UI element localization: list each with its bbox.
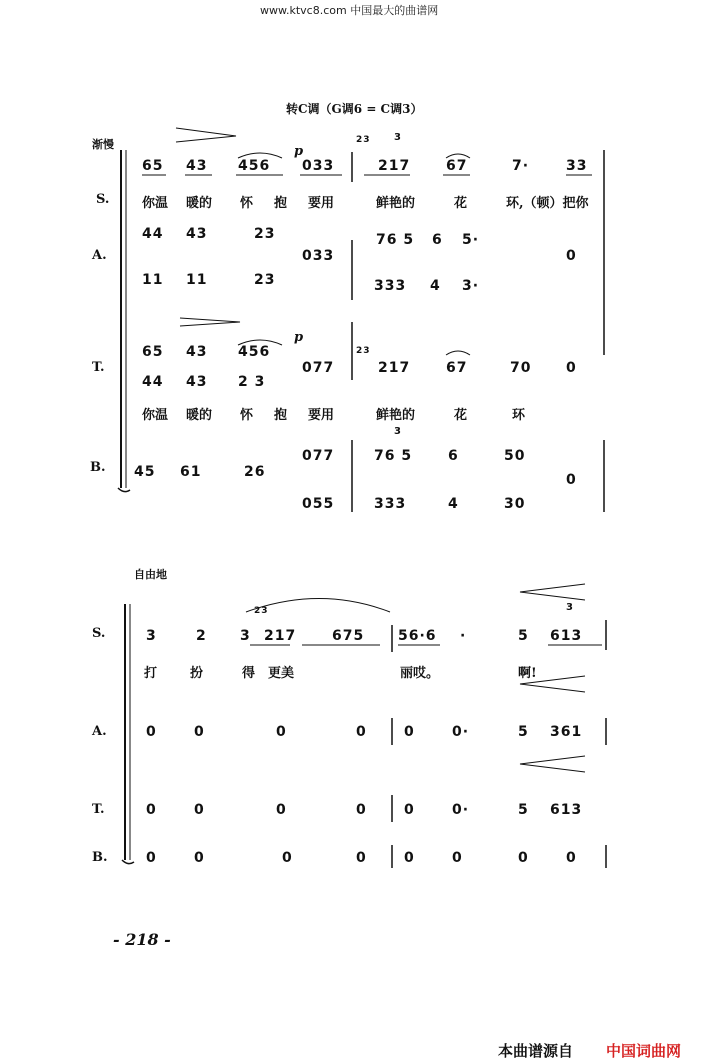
s-lyric: 你温: [142, 196, 169, 211]
s-lyric: 丽哎。: [400, 666, 440, 681]
s-note: 5: [518, 628, 529, 644]
tempo-marking: 渐慢: [92, 138, 114, 151]
grace-note: 23: [356, 135, 371, 145]
b-note: 0: [566, 472, 577, 488]
a-note: 44: [142, 226, 164, 242]
s-lyric: 暖的: [186, 196, 213, 211]
part-tenor: T.: [92, 802, 105, 817]
s-note: 456: [238, 158, 271, 174]
t-note: 217: [378, 360, 411, 376]
s-note: ·: [460, 628, 467, 644]
a-note: 6: [432, 232, 443, 248]
s-lyric: 要用: [308, 196, 335, 211]
s-note: 3: [240, 628, 251, 644]
b-note: 6: [448, 448, 459, 464]
key-modulation: 转C调（G调6 = C调3）: [286, 102, 423, 116]
part-alto: A.: [92, 248, 107, 263]
b-note: 0: [452, 850, 463, 866]
t-note: 613: [550, 802, 583, 818]
b-note: 50: [504, 448, 526, 464]
s-lyric: 花: [454, 196, 468, 211]
t-note: 0: [356, 802, 367, 818]
a-note-lower: 333: [374, 278, 407, 294]
b-note: 26: [244, 464, 266, 480]
a-note: 0: [356, 724, 367, 740]
b-note: 0: [566, 850, 577, 866]
s-note: 033: [302, 158, 335, 174]
s-note: 43: [186, 158, 208, 174]
a-note-lower: 4: [430, 278, 441, 294]
b-note: 0: [146, 850, 157, 866]
s-lyric: 扮: [190, 666, 204, 681]
t-note: 0: [194, 802, 205, 818]
t-note: 456: [238, 344, 271, 360]
t-note: 0: [146, 802, 157, 818]
t-lyric: 抱: [274, 408, 288, 423]
t-lyric: 你温: [142, 408, 169, 423]
s-lyric: 抱: [274, 196, 288, 211]
t-note-lower: 2 3: [238, 374, 266, 390]
b-note: 0: [518, 850, 529, 866]
t-lyric: 环: [512, 408, 526, 423]
b-note: 0: [194, 850, 205, 866]
site-header: www.ktvc8.com 中国最大的曲谱网: [260, 4, 439, 17]
dynamic-p: p: [294, 330, 304, 345]
b-note: 76 5: [374, 448, 413, 464]
t-note: 43: [186, 344, 208, 360]
s-lyric: 鲜艳的: [376, 196, 416, 211]
s-note: 2: [196, 628, 207, 644]
t-lyric: 怀: [240, 408, 254, 423]
a-note: 0: [146, 724, 157, 740]
part-soprano: S.: [92, 626, 106, 641]
s-lyric: 环,（顿）把你: [506, 196, 589, 211]
a-note: 23: [254, 226, 276, 242]
s-note: 56·6: [398, 628, 437, 644]
a-note: 76 5: [376, 232, 415, 248]
triplet-mark: 3: [394, 426, 402, 437]
b-note: 077: [302, 448, 335, 464]
t-lyric: 暖的: [186, 408, 213, 423]
b-note: 45: [134, 464, 156, 480]
a-note-lower: 11: [186, 272, 208, 288]
a-note: 0: [276, 724, 287, 740]
t-lyric: 要用: [308, 408, 335, 423]
part-alto: A.: [92, 724, 107, 739]
a-note-lower: 11: [142, 272, 164, 288]
b-note: 61: [180, 464, 202, 480]
a-rest: 0: [566, 248, 577, 264]
triplet-mark: 3: [394, 132, 402, 143]
t-note: 5: [518, 802, 529, 818]
b-note-lower: 4: [448, 496, 459, 512]
a-note: 5·: [462, 232, 480, 248]
t-note: 67: [446, 360, 468, 376]
footer-source-label: 本曲谱源自: [498, 1042, 574, 1060]
triplet-mark: 3: [566, 602, 574, 613]
a-note: 0: [194, 724, 205, 740]
t-note: 70: [510, 360, 532, 376]
dynamic-p: p: [294, 144, 304, 159]
b-note: 0: [282, 850, 293, 866]
page-number: - 218 -: [113, 930, 171, 949]
t-note: 0·: [452, 802, 470, 818]
s-note: 217: [264, 628, 297, 644]
b-note: 0: [404, 850, 415, 866]
b-note-lower: 333: [374, 496, 407, 512]
a-note: 0·: [452, 724, 470, 740]
t-lyric: 花: [454, 408, 468, 423]
a-note: 43: [186, 226, 208, 242]
a-note-lower: 3·: [462, 278, 480, 294]
tempo-marking: 自由地: [134, 568, 167, 581]
s-note: 67: [446, 158, 468, 174]
t-note: 0: [566, 360, 577, 376]
t-note: 0: [404, 802, 415, 818]
a-note: 361: [550, 724, 583, 740]
s-note: 65: [142, 158, 164, 174]
s-lyric: 打: [144, 666, 158, 681]
t-note: 077: [302, 360, 335, 376]
t-note-lower: 43: [186, 374, 208, 390]
b-note-lower: 055: [302, 496, 335, 512]
a-note: 033: [302, 248, 335, 264]
s-note: 613: [550, 628, 583, 644]
t-note-lower: 44: [142, 374, 164, 390]
s-lyric: 啊!: [518, 666, 537, 681]
b-note: 0: [356, 850, 367, 866]
s-lyric: 更美: [268, 666, 295, 681]
s-note: 217: [378, 158, 411, 174]
a-note: 5: [518, 724, 529, 740]
s-note: 7·: [512, 158, 530, 174]
part-soprano: S.: [96, 192, 110, 207]
s-note: 3: [146, 628, 157, 644]
s-lyric: 得: [242, 666, 256, 681]
b-note-lower: 30: [504, 496, 526, 512]
part-tenor: T.: [92, 360, 105, 375]
footer-site-link[interactable]: 中国词曲网: [606, 1042, 682, 1060]
t-note: 0: [276, 802, 287, 818]
grace-note: 23: [356, 346, 371, 356]
t-lyric: 鲜艳的: [376, 408, 416, 423]
part-bass: B.: [92, 850, 108, 865]
s-lyric: 怀: [240, 196, 254, 211]
s-note: 675: [332, 628, 365, 644]
a-note: 0: [404, 724, 415, 740]
grace-note: 23: [254, 606, 269, 616]
t-note: 65: [142, 344, 164, 360]
part-bass: B.: [90, 460, 106, 475]
a-note-lower: 23: [254, 272, 276, 288]
s-note: 33: [566, 158, 588, 174]
